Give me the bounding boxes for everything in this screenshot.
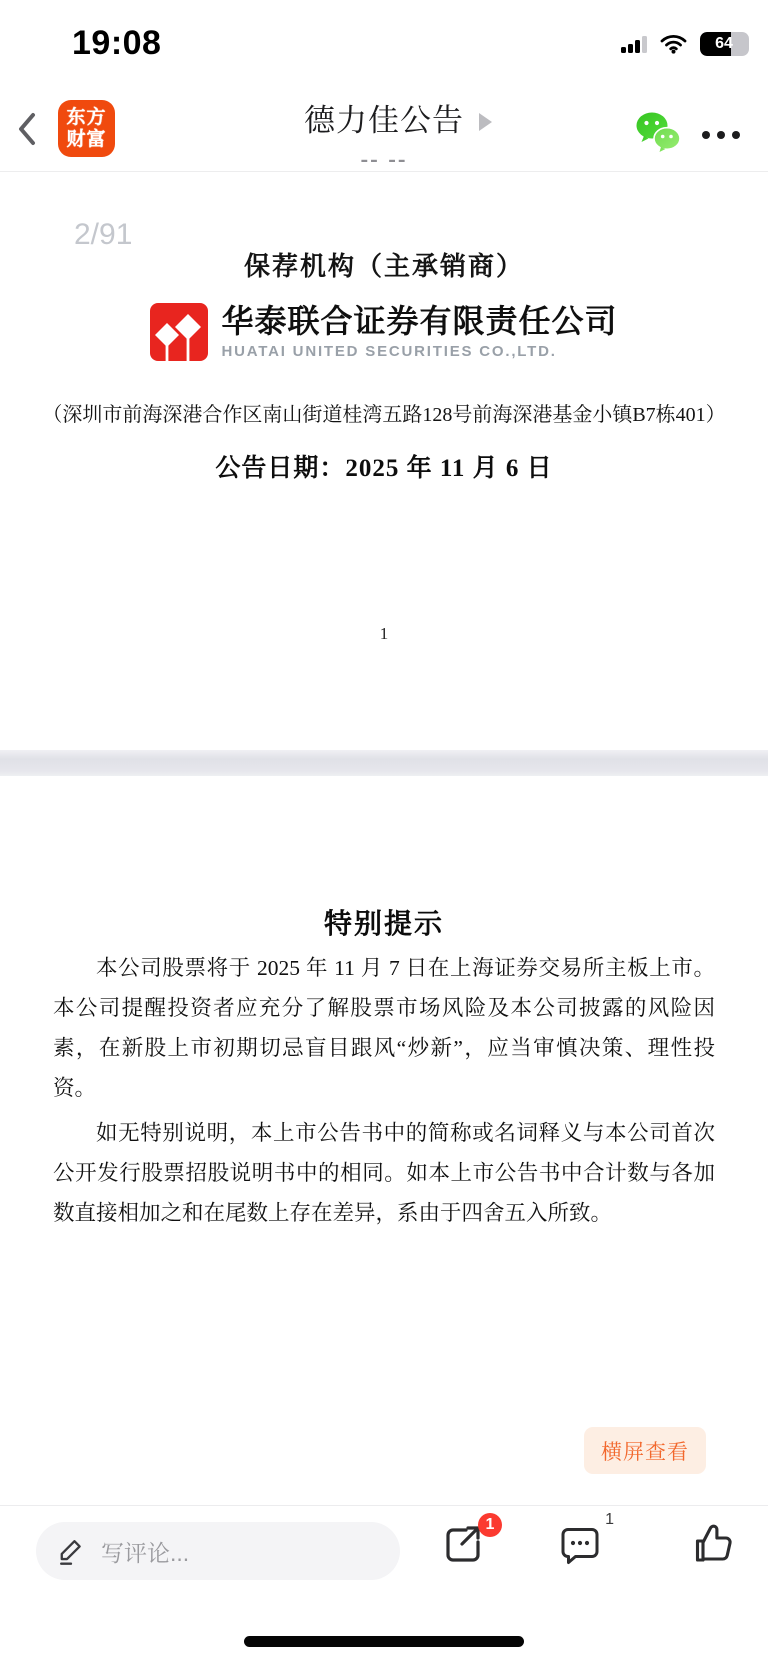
sponsor-address: （深圳市前海深港合作区南山街道桂湾五路128号前海深港基金小镇B7栋401）: [42, 404, 726, 426]
share-button[interactable]: [440, 1516, 495, 1567]
pdf-page-number: 1: [379, 624, 389, 643]
sponsor-name-en: HUATAI UNITED SECURITIES CO.,LTD.: [221, 343, 557, 360]
ellipsis-icon: [702, 131, 710, 139]
nav-bar: [0, 85, 768, 172]
comments-button[interactable]: [558, 1511, 614, 1567]
home-indicator[interactable]: [244, 1636, 524, 1647]
status-icons: [621, 32, 740, 56]
status-time: 19:08: [72, 24, 162, 62]
eastmoney-logo-line1: 东方: [66, 106, 107, 128]
sponsor-heading: 保荐机构（主承销商）: [243, 252, 524, 281]
like-button[interactable]: [690, 1521, 735, 1566]
cellular-signal-icon: [621, 35, 647, 53]
document-page-1[interactable]: [0, 172, 768, 750]
wechat-share-button[interactable]: [634, 111, 682, 158]
document-page-2[interactable]: [0, 776, 768, 1505]
thumbs-up-icon: [690, 1521, 735, 1566]
sponsor-logo-row: [0, 302, 768, 362]
document-body: [53, 948, 715, 1238]
status-bar: [0, 0, 768, 85]
huatai-logo-icon: [150, 302, 208, 362]
battery-percent: 64: [715, 35, 733, 52]
special-notice-heading: 特别提示: [323, 908, 444, 939]
announcement-date: 公告日期：2025 年 11 月 6 日: [215, 455, 553, 482]
page-separator: [0, 750, 768, 776]
pencil-icon: [56, 1536, 86, 1566]
page-title: 德力佳公告: [304, 103, 464, 138]
bottom-toolbar: [0, 1505, 768, 1603]
notice-paragraph-2: 如无特别说明，本上市公告书中的简称或名词释义与本公司首次公开发行股票招股说明书中的相同。如本上市公告书中合计数与各加数直接相加之和在尾数上存在差异，系由于四舍五入所致。: [53, 1121, 715, 1225]
wifi-icon: [660, 34, 687, 54]
more-menu-button[interactable]: [700, 125, 742, 145]
comment-placeholder: 写评论...: [101, 1539, 190, 1566]
landscape-view-button[interactable]: 横屏查看: [584, 1427, 706, 1474]
comment-count: 1: [605, 1511, 614, 1528]
quote-placeholder: -- --: [360, 148, 408, 170]
eastmoney-logo-line2: 财富: [66, 128, 107, 150]
title-caret-icon: [479, 113, 492, 131]
comment-bubble-icon: [558, 1523, 602, 1567]
share-badge: 1: [478, 1513, 502, 1537]
sponsor-name-cn: 华泰联合证券有限责任公司: [221, 303, 618, 339]
battery-icon: [700, 32, 741, 56]
wechat-icon: [634, 111, 682, 153]
comment-input[interactable]: [36, 1522, 400, 1580]
page-indicator: 2/91: [74, 218, 133, 251]
notice-paragraph-1: 本公司股票将于 2025 年 11 月 7 日在上海证券交易所主板上市。本公司提醒投资者应充分了解股票市场风险及本公司披露的风险因素，在新股上市初期切忌盲目跟风“炒新”，应当审慎决策、理性投资。: [53, 956, 715, 1100]
sponsor-name: [221, 302, 617, 360]
